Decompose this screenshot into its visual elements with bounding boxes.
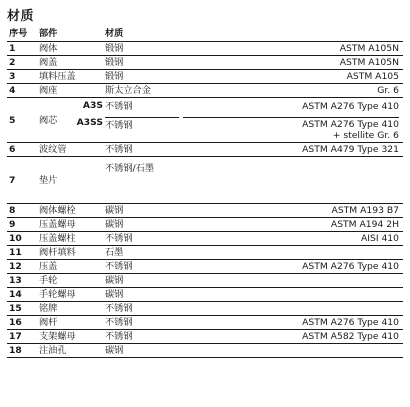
- row-standard: [181, 302, 403, 316]
- row-no: 2: [7, 56, 37, 70]
- row-no: 14: [7, 288, 37, 302]
- row-part: 阀盖: [37, 56, 103, 70]
- table-row: [7, 42, 403, 56]
- row-part: 阀杆填料: [37, 246, 103, 260]
- row-material: 石墨: [103, 246, 181, 260]
- table-row: [7, 232, 403, 246]
- table-row: [7, 302, 403, 316]
- table-row: [7, 274, 403, 288]
- variant-label-a3ss: A3SS: [76, 117, 103, 128]
- table-row: [7, 56, 403, 70]
- row-part: [37, 98, 103, 143]
- row-material: 碳钢: [103, 344, 181, 358]
- row-material: 不锈钢: [103, 316, 181, 330]
- row-material: 不锈钢: [103, 330, 181, 344]
- row-standard: [181, 274, 403, 288]
- row-material: 碳钢: [103, 204, 181, 218]
- row-material: 碳钢: [103, 274, 181, 288]
- table-row: [7, 70, 403, 84]
- row-no: 4: [7, 84, 37, 98]
- header-part: 部件: [37, 27, 103, 42]
- variant-std-a3ss: ASTM A276 Type 410: [183, 117, 399, 130]
- row-part: 支架螺母: [37, 330, 103, 344]
- row-standard: ASTM A582 Type 410: [181, 330, 403, 344]
- row-no: 9: [7, 218, 37, 232]
- row-no: 16: [7, 316, 37, 330]
- table-header-row: [7, 27, 403, 42]
- row-standard: [181, 288, 403, 302]
- row-no: 6: [7, 143, 37, 157]
- row-no: 11: [7, 246, 37, 260]
- row-standard: Gr. 6: [181, 84, 403, 98]
- row-no: 3: [7, 70, 37, 84]
- row-standard: ASTM A479 Type 321: [181, 143, 403, 157]
- table-row: [7, 143, 403, 157]
- row-standard: AISI 410: [181, 232, 403, 246]
- row-material: 不锈钢: [103, 143, 181, 157]
- table-row: [7, 98, 403, 143]
- variant-material-a3s: 不锈钢: [105, 101, 133, 112]
- row-material: 锻钢: [103, 70, 181, 84]
- row-no: 10: [7, 232, 37, 246]
- row-part: 手轮: [37, 274, 103, 288]
- row-standard: [181, 157, 403, 204]
- table-row: [7, 84, 403, 98]
- row-no: 8: [7, 204, 37, 218]
- row-standard: ASTM A105: [181, 70, 403, 84]
- variant-label-a3s: A3S: [82, 100, 103, 111]
- row-part: 压盖螺母: [37, 218, 103, 232]
- row-part: 注油孔: [37, 344, 103, 358]
- row-no: 7: [7, 157, 37, 204]
- table-row: [7, 330, 403, 344]
- row-standard: ASTM A194 2H: [181, 218, 403, 232]
- row-no: 15: [7, 302, 37, 316]
- row-part: 阀体螺栓: [37, 204, 103, 218]
- row-standard: ASTM A276 Type 410: [181, 316, 403, 330]
- row-no: 1: [7, 42, 37, 56]
- row-part: 阀杆: [37, 316, 103, 330]
- variant-material-a3ss: 不锈钢: [105, 117, 179, 132]
- row-no: 18: [7, 344, 37, 358]
- section-title: 材质: [7, 9, 35, 24]
- row-standard: [181, 246, 403, 260]
- row-part: 手轮螺母: [37, 288, 103, 302]
- table-row: [7, 204, 403, 218]
- row-material: 锻钢: [103, 56, 181, 70]
- row-part: 垫片: [37, 157, 103, 204]
- table-row: [7, 316, 403, 330]
- header-no: 序号: [7, 27, 37, 42]
- row-standard: ASTM A193 B7: [181, 204, 403, 218]
- row-material: 不锈钢: [103, 232, 181, 246]
- row-no: 12: [7, 260, 37, 274]
- row-material: 不锈钢: [103, 260, 181, 274]
- row-material: 不锈钢: [103, 302, 181, 316]
- row-no: 13: [7, 274, 37, 288]
- row-material: [103, 98, 181, 143]
- row-standard: [181, 344, 403, 358]
- table-row: [7, 246, 403, 260]
- row-material: 不锈钢/石墨: [103, 157, 181, 204]
- row-material: 碳钢: [103, 288, 181, 302]
- table-row: [7, 218, 403, 232]
- table-row: [7, 157, 403, 204]
- header-material: 材质: [103, 27, 181, 42]
- header-standard: [181, 27, 403, 42]
- row-part: 铭牌: [37, 302, 103, 316]
- row-standard: ASTM A105N: [181, 42, 403, 56]
- row-part: 阀座: [37, 84, 103, 98]
- row-material: 斯太立合金: [103, 84, 181, 98]
- variant-std-a3ss-extra: + stellite Gr. 6: [332, 130, 399, 141]
- row-no: 17: [7, 330, 37, 344]
- variant-std-a3s: ASTM A276 Type 410: [302, 101, 399, 112]
- row-no: 5: [7, 98, 37, 143]
- row-part: 波纹管: [37, 143, 103, 157]
- row-part: 阀体: [37, 42, 103, 56]
- table-row: [7, 344, 403, 358]
- row-part: 压盖螺柱: [37, 232, 103, 246]
- row-part: 压盖: [37, 260, 103, 274]
- row-part: 填料压盖: [37, 70, 103, 84]
- row-material: 锻钢: [103, 42, 181, 56]
- row-material: 碳钢: [103, 218, 181, 232]
- table-row: [7, 260, 403, 274]
- row-standard: [181, 98, 403, 143]
- row-standard: ASTM A276 Type 410: [181, 260, 403, 274]
- table-row: [7, 288, 403, 302]
- row-standard: ASTM A105N: [181, 56, 403, 70]
- materials-table: [7, 27, 403, 358]
- row-part-label: 阀芯: [39, 114, 58, 126]
